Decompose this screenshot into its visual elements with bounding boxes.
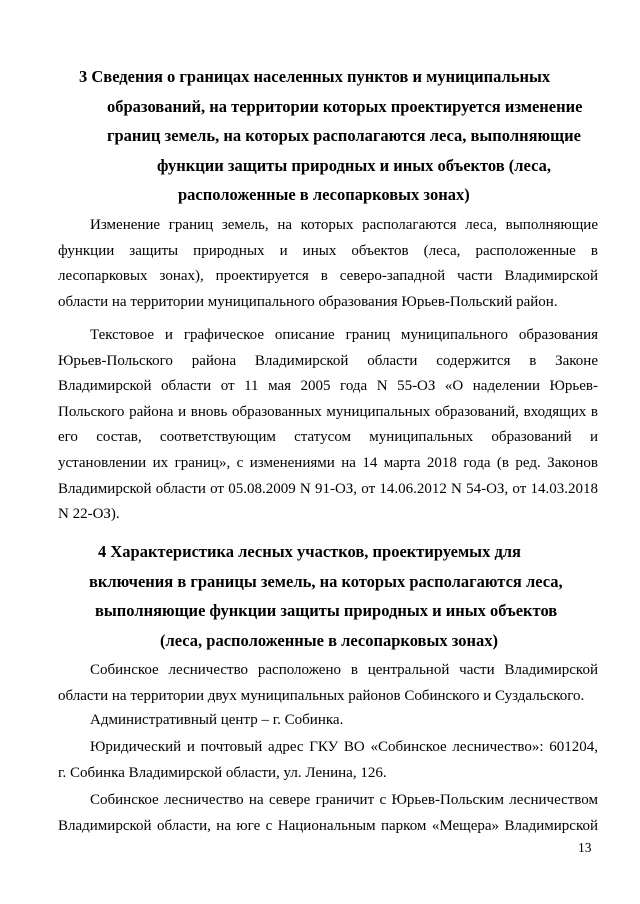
section-3-heading [0,62,640,210]
text-line: Административный центр – г. Собинка. [90,712,344,728]
section-4-paragraph-3 [58,735,598,786]
section-4-heading-line: 4 Характеристика лесных участков, проектируемых для [98,542,521,561]
section-3-heading-line: образований, на территории которых проектируется изменение [107,96,583,116]
text-line: Юрьев-Польского района Владимирской области содержится в Законе [58,352,598,369]
text-line: Изменение границ земель, на которых располагаются леса, выполняющие [90,217,598,233]
section-4-heading-line: (леса, расположенные в лесопарковых зонах) [160,630,499,650]
section-3-heading-line: 3 Сведения о границах населенных пунктов и муниципальных [79,67,551,86]
section-3-heading-line: функции защиты природных и иных объектов (леса, [157,155,551,175]
section-4-paragraph-4 [58,788,598,839]
section-4-heading-line: включения в границы земель, на которых располагаются леса, [89,571,563,591]
text-line: Текстовое и графическое описание границ муниципального образования [90,327,598,343]
section-4-heading-line: выполняющие функции защиты природных и иных объектов [95,601,558,620]
text-line: области на территории двух муниципальных районов Собинского и Суздальского. [58,687,585,704]
section-4-heading [0,537,640,655]
section-3-heading-line: границ земель, на которых располагаются леса, выполняющие [107,126,581,145]
text-line: функции защиты природных и иных объектов (леса, расположенные в [58,242,598,259]
text-line: Владимирской области от 11 мая 2005 года N 55-ОЗ «О наделении Юрьев- [58,378,598,395]
text-line: Польского района и вновь образованных муниципальных образований, входящих в [58,403,598,420]
text-line: Владимирской области от 05.08.2009 N 91-ОЗ, от 14.06.2012 N 54-ОЗ, от 14.03.2018 [58,480,598,497]
text-line: Собинское лесничество расположено в центральной части Владимирской [90,662,598,678]
text-line: области на территории муниципального образования Юрьев-Польский район. [58,293,558,310]
section-3-heading-line: расположенные в лесопарковых зонах) [178,185,470,204]
text-line: Юридический и почтовый адрес ГКУ ВО «Собинское лесничество»: 601204, [90,739,598,755]
text-line: Владимирской области, на юге с Национальным парком «Мещера» Владимирской [58,817,598,834]
text-line: г. Собинка Владимирской области, ул. Ленина, 126. [58,764,387,781]
text-line: его состав, соответствующим статусом муниципальных образований и [58,429,598,446]
text-line: лесопарковых зонах), проектируется в северо-западной части Владимирской [58,268,598,285]
section-3-paragraph-1 [58,213,598,315]
section-3-paragraph-2 [58,323,598,528]
page-number: 13 [578,840,592,855]
text-line: установлении их границ», с изменениями на 14 марта 2018 года (в ред. Законов [58,454,598,471]
text-line: N 22-ОЗ). [58,506,120,523]
text-line: Собинское лесничество на севере граничит с Юрьев-Польским лесничеством [90,792,598,808]
section-4-paragraph-1 [58,658,598,709]
section-4-paragraph-2 [58,708,598,734]
